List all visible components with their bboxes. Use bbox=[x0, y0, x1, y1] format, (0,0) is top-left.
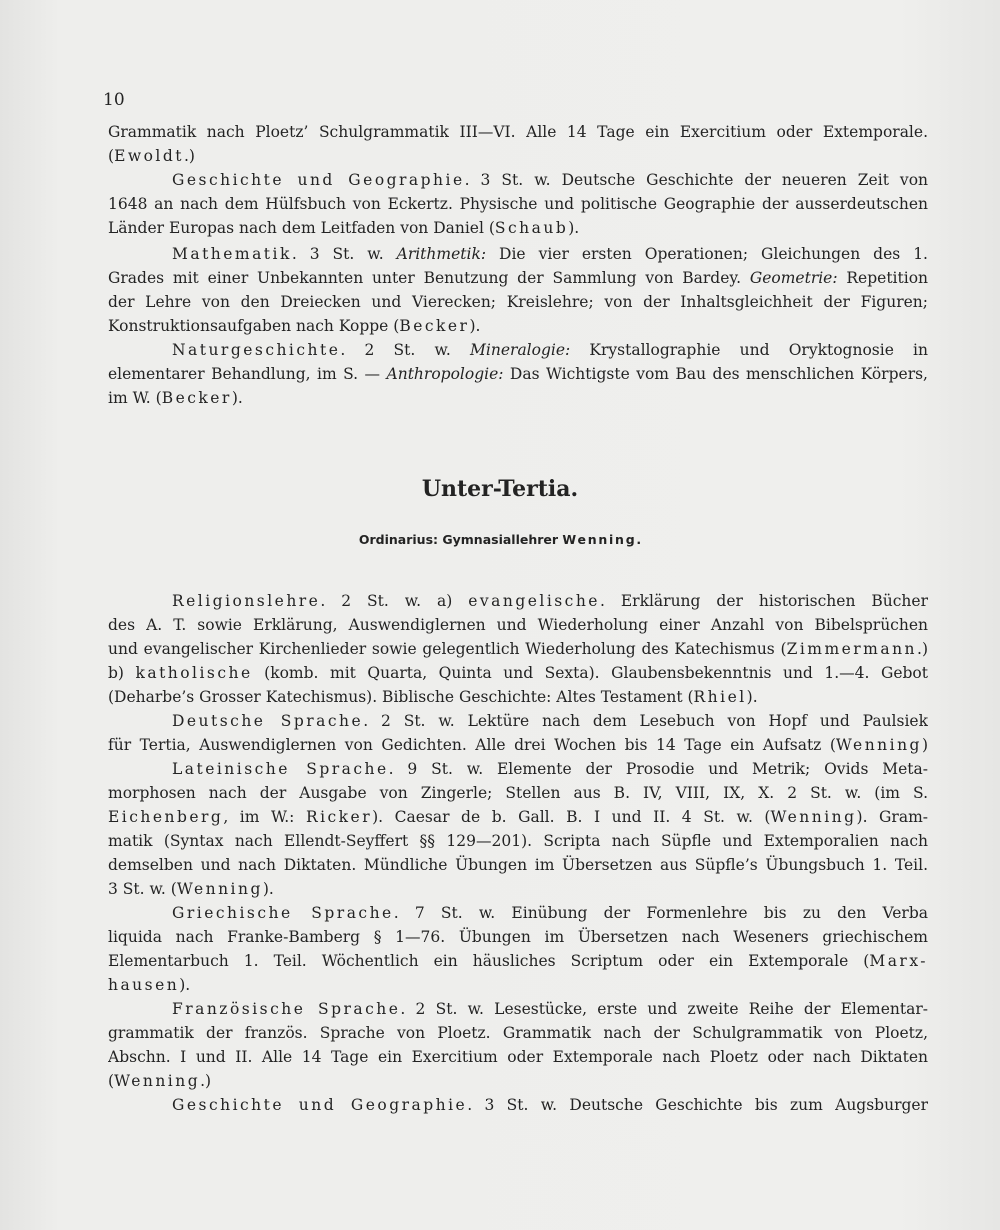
teacher-name: Ewoldt bbox=[114, 147, 184, 165]
teacher-name: Becker bbox=[399, 317, 470, 335]
subject-name: Deutsche Sprache bbox=[172, 712, 364, 730]
text-line: Konstruktionsaufgaben nach Koppe (Becker). bbox=[108, 317, 481, 335]
text-line: grammatik der französ. Sprache von Ploetz. Grammatik nach der Schulgrammatik von Ploetz, bbox=[108, 1024, 928, 1042]
subject-name: Französische Sprache bbox=[172, 1000, 401, 1018]
section-heading: Unter-Tertia. bbox=[421, 476, 579, 502]
teacher-name: Wenning bbox=[770, 808, 857, 826]
subject-line-geschichte: Geschichte und Geographie. 3 St. w. Deutsche Geschichte der neueren Zeit von bbox=[172, 171, 928, 189]
text-line: matik (Syntax nach Ellendt-Seyffert §§ 129—201). Scripta nach Süpfle und Extemporalien nach bbox=[108, 832, 928, 850]
text-line: Länder Europas nach dem Leitfaden von Daniel (Schaub). bbox=[108, 219, 580, 237]
subject-line-geschichte: Geschichte und Geographie. 3 St. w. Deutsche Geschichte bis zum Augsburger bbox=[172, 1096, 928, 1114]
subject-name: Religionslehre bbox=[172, 592, 321, 610]
text-line: elementarer Behandlung, im S. — Anthropologie: Das Wichtigste vom Bau des menschlichen Körpers, bbox=[108, 365, 928, 383]
teacher-name: Zimmermann bbox=[786, 640, 918, 658]
text-line: der Lehre von den Dreiecken und Vierecken; Kreislehre; von der Inhaltsgleichheit der Figuren; bbox=[108, 293, 928, 311]
teacher-name: Eichenberg bbox=[108, 808, 224, 826]
text-line: (Ewoldt.) bbox=[108, 147, 195, 165]
section-subheading: Ordinarius: Gymnasiallehrer Wenning. bbox=[358, 532, 642, 547]
teacher-name: Marx- bbox=[869, 952, 928, 970]
subject-line-deutsch: Deutsche Sprache. 2 St. w. Lektüre nach dem Lesebuch von Hopf und Paulsiek bbox=[172, 712, 928, 730]
subject-name: Griechische Sprache bbox=[172, 904, 394, 922]
subject-line-griechisch: Griechische Sprache. 7 St. w. Einübung der Formenlehre bis zu den Verba bbox=[172, 904, 928, 922]
subject-line-religion: Religionslehre. 2 St. w. a) evangelische. Erklärung der historischen Bücher bbox=[172, 592, 928, 610]
teacher-name: Wenning bbox=[176, 880, 263, 898]
text-line: im W. (Becker). bbox=[108, 389, 243, 407]
text-line: und evangelischer Kirchenlieder sowie gelegentlich Wiederholung des Katechismus (Zimmermann.) bbox=[108, 640, 928, 658]
text-line: des A. T. sowie Erklärung, Auswendiglernen und Wiederholung einer Anzahl von Bibelsprüchen bbox=[108, 616, 928, 634]
ordinarius-name: Wenning bbox=[562, 532, 637, 547]
text-line: für Tertia, Auswendiglernen von Gedichten. Alle drei Wochen bis 14 Tage ein Aufsatz (Wenning) bbox=[108, 736, 928, 754]
subject-name: Geschichte und Geographie bbox=[172, 1096, 468, 1114]
subject-name: Geschichte und Geographie bbox=[172, 171, 465, 189]
text-line: demselben und nach Diktaten. Mündliche Übungen im Übersetzen aus Süpfle’s Übungsbuch 1. Teil. bbox=[108, 856, 928, 874]
page-number: 10 bbox=[103, 90, 125, 110]
text-line: 1648 an nach dem Hülfsbuch von Eckertz. Physische und politische Geographie der ausserdeutschen bbox=[108, 195, 928, 213]
text-line: liquida nach Franke-Bamberg § 1—76. Übungen im Übersetzen nach Weseners griechischem bbox=[108, 928, 928, 946]
teacher-name: Rhiel bbox=[693, 688, 747, 706]
text-line: morphosen nach der Ausgabe von Zingerle; Stellen aus B. IV, VIII, IX, X. 2 St. w. (im S. bbox=[108, 784, 928, 802]
text-line: 3 St. w. (Wenning). bbox=[108, 880, 274, 898]
text-line: (Wenning.) bbox=[108, 1072, 212, 1090]
subject-name: Mathematik bbox=[172, 245, 292, 263]
text-line: Abschn. I und II. Alle 14 Tage ein Exercitium oder Extemporale nach Ploetz oder nach Diktaten bbox=[108, 1048, 928, 1066]
text-line: Eichenberg, im W.: Ricker). Caesar de b. Gall. B. I und II. 4 St. w. (Wenning). Gram- bbox=[108, 808, 928, 826]
subject-name: Naturgeschichte bbox=[172, 341, 341, 359]
subject-line-latein: Lateinische Sprache. 9 St. w. Elemente der Prosodie und Metrik; Ovids Meta- bbox=[172, 760, 928, 778]
text-line: Grades mit einer Unbekannten unter Benutzung der Sammlung von Bardey. Geometrie: Repetition bbox=[108, 269, 928, 287]
subject-name: Lateinische Sprache bbox=[172, 760, 389, 778]
subject-line-naturgeschichte: Naturgeschichte. 2 St. w. Mineralogie: Krystallographie und Oryktognosie in bbox=[172, 341, 928, 359]
text-line: b) katholische (komb. mit Quarta, Quinta und Sexta). Glaubensbekenntnis und 1.—4. Gebot bbox=[108, 664, 928, 682]
text-line: Elementarbuch 1. Teil. Wöchentlich ein häusliches Scriptum oder ein Extemporale (Marx- bbox=[108, 952, 928, 970]
teacher-name: hausen bbox=[108, 976, 180, 994]
text-line: (Deharbe’s Grosser Katechismus). Biblische Geschichte: Altes Testament (Rhiel). bbox=[108, 688, 758, 706]
text-line: Grammatik nach Ploetz’ Schulgrammatik III—VI. Alle 14 Tage ein Exercitium oder Extemporale. bbox=[108, 123, 928, 141]
teacher-name: Ricker bbox=[305, 808, 373, 826]
text-line: hausen). bbox=[108, 976, 191, 994]
teacher-name: Becker bbox=[161, 389, 232, 407]
subject-line-franzoesisch: Französische Sprache. 2 St. w. Lesestücke, erste und zweite Reihe der Elementar- bbox=[172, 1000, 928, 1018]
teacher-name: Wenning bbox=[835, 736, 922, 754]
teacher-name: Schaub bbox=[494, 219, 569, 237]
teacher-name: Wenning bbox=[114, 1072, 201, 1090]
subject-line-mathematik: Mathematik. 3 St. w. Arithmetik: Die vier ersten Operationen; Gleichungen des 1. bbox=[172, 245, 928, 263]
